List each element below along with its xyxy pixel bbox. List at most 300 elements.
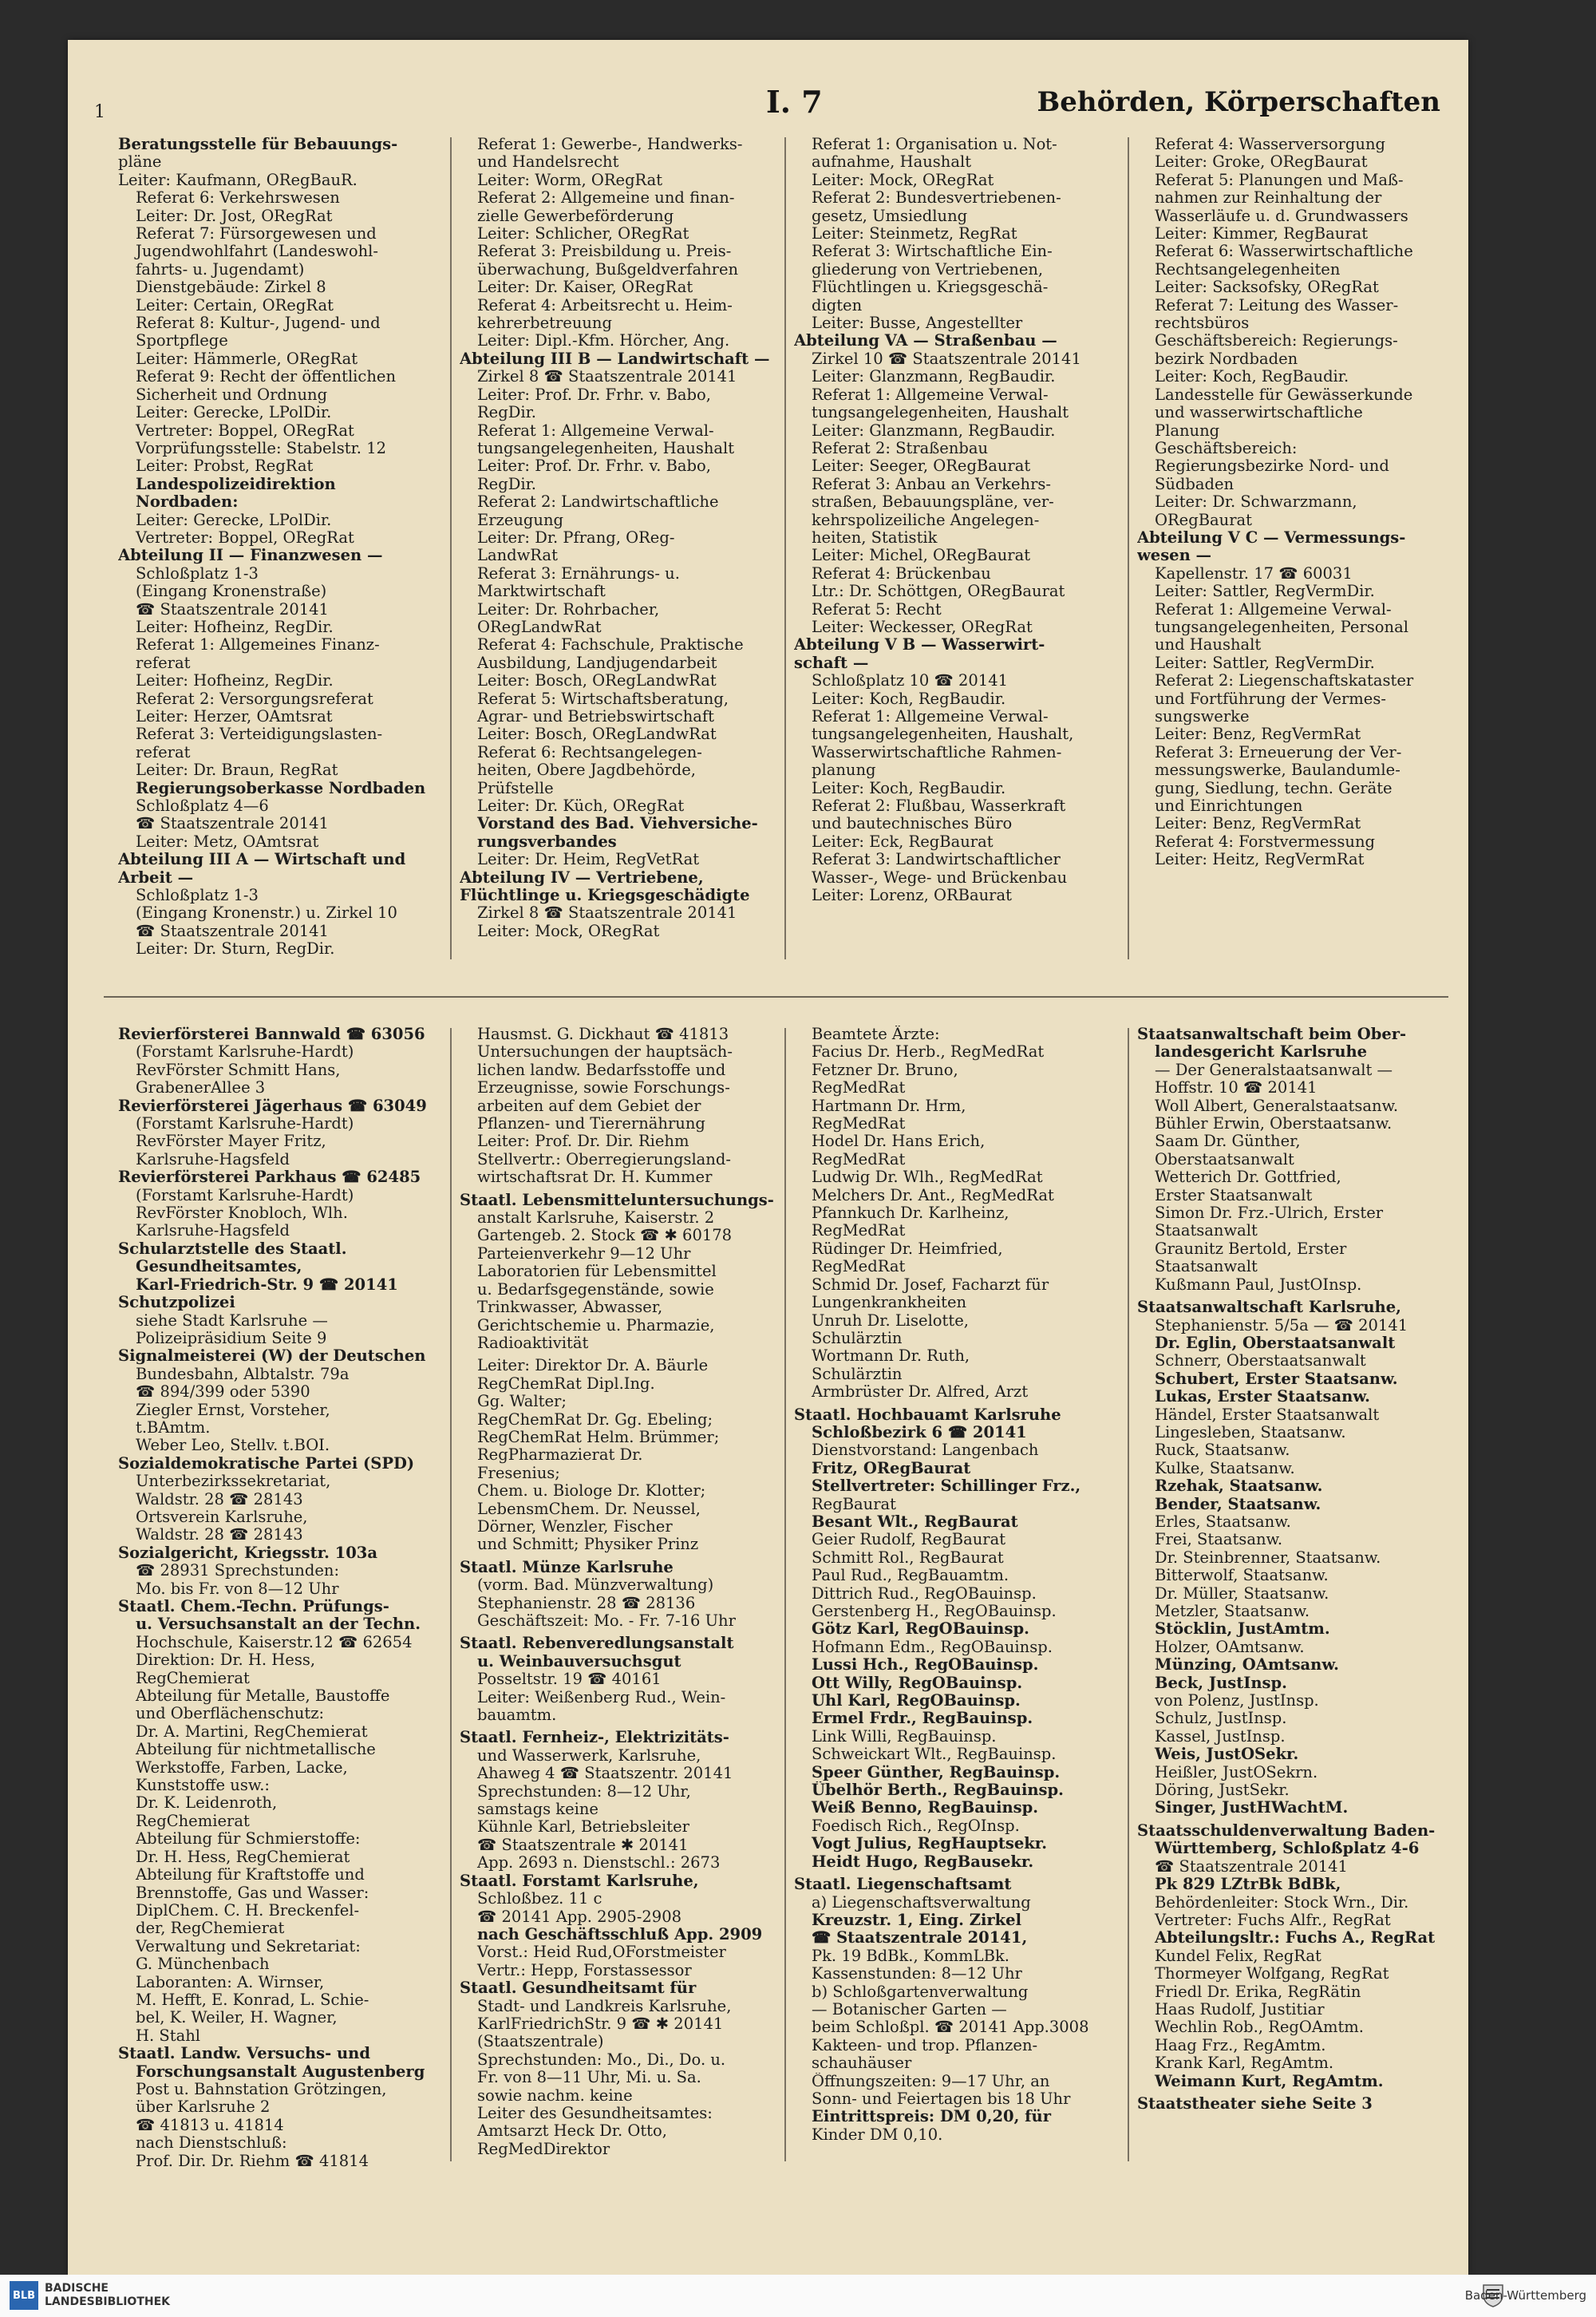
text-line: Leiter: Dr. Pfrang, OReg- (477, 528, 675, 547)
text-line: Stöcklin, JustAmtm. (1155, 1620, 1330, 1639)
text-line: Rüdinger Dr. Heimfried, (812, 1240, 1003, 1258)
text-line: Referat 6: Wasserwirtschaftliche (1155, 243, 1413, 261)
text-line: Götz Karl, RegOBauinsp. (812, 1620, 1029, 1639)
text-line: Kassel, JustInsp. (1155, 1727, 1286, 1746)
text-line: gesetz, Umsiedlung (812, 207, 968, 225)
text-line: Verwaltung und Sekretariat: (136, 1937, 361, 1955)
text-line: Schmitt Rol., RegBaurat (812, 1548, 1004, 1567)
text-line: Amtsarzt Heck Dr. Otto, (477, 2122, 667, 2141)
text-line: Staatsanwaltschaft beim Ober- (1137, 1026, 1407, 1043)
text-line: Schutzpolizei (118, 1294, 235, 1312)
header-mark: 1 (94, 102, 105, 122)
text-line: Staatl. Rebenveredlungsanstalt (460, 1635, 734, 1653)
text-line: Stellvertreter: Schillinger Frz., (812, 1477, 1081, 1496)
text-line: ☎ 28931 Sprechstunden: (136, 1562, 340, 1580)
text-line: Landesstelle für Gewässerkunde (1155, 386, 1413, 404)
column-divider (784, 137, 786, 959)
lower-column-1 (118, 1026, 433, 2171)
text-line: LandwRat (477, 547, 558, 565)
text-line: Speer Günther, RegBauinsp. (812, 1763, 1061, 1781)
text-line: RegDir. (477, 475, 536, 493)
text-line: Schulärztin (812, 1365, 903, 1383)
text-line: Sonn- und Feiertagen bis 18 Uhr (812, 2090, 1071, 2108)
library-logo[interactable]: BLB (10, 2281, 38, 2310)
text-line: zielle Gewerbeförderung (477, 207, 674, 225)
text-line: der, RegChemierat (136, 1920, 285, 1938)
text-line: Sprechstunden: Mo., Di., Do. u. (477, 2050, 726, 2069)
text-line: RevFörster Knobloch, Wlh. (136, 1204, 348, 1223)
text-line: Referat 2: Landwirtschaftliche (477, 493, 719, 512)
text-line: Kreuzstr. 1, Eing. Zirkel (812, 1911, 1021, 1929)
text-line: Südbaden (1155, 475, 1235, 493)
text-line: gung, Siedlung, techn. Geräte (1155, 779, 1393, 797)
text-line: Leiter: Weckesser, ORegRat (812, 618, 1033, 636)
text-line: RegBaurat (812, 1495, 897, 1513)
text-line: Laboratorien für Lebensmittel (477, 1263, 717, 1281)
text-line: Singer, JustHWachtM. (1155, 1799, 1349, 1817)
text-line: Staatsanwalt (1155, 1222, 1258, 1240)
text-line: App. 2693 n. Dienstschl.: 2673 (477, 1854, 721, 1872)
text-line: ☎ Staatszentrale 20141 (136, 815, 329, 833)
text-line: Referat 1: Gewerbe-, Handwerks- (477, 136, 743, 153)
text-line: Bender, Staatsanw. (1155, 1495, 1321, 1513)
text-line: Waldstr. 28 ☎ 28143 (136, 1526, 303, 1544)
text-line: Referat 1: Allgemeine Verwal- (812, 386, 1049, 404)
text-line: Leiter: Hofheinz, RegDir. (136, 618, 334, 636)
text-line: Weimann Kurt, RegAmtm. (1155, 2072, 1384, 2090)
text-line: u. Bedarfsgegenstände, sowie (477, 1280, 714, 1299)
text-line: tungsangelegenheiten, Personal (1155, 618, 1408, 636)
text-line: Parteienverkehr 9—12 Uhr (477, 1244, 691, 1263)
text-line: Lingesleben, Staatsanw. (1155, 1423, 1346, 1441)
text-line: Chem. u. Biologe Dr. Klotter; (477, 1482, 706, 1501)
text-line: Vertr.: Hepp, Forstassessor (477, 1961, 692, 1979)
text-line: Hartmann Dr. Hrm, (812, 1097, 966, 1115)
text-line: RegMedDirektor (477, 2140, 610, 2158)
text-line: Staatsschuldenverwaltung Baden- (1137, 1821, 1436, 1840)
text-line: Leiter: Mock, ORegRat (477, 922, 660, 940)
text-line: Schularztstelle des Staatl. (118, 1240, 347, 1258)
text-line: Abteilung III A — Wirtschaft und (118, 851, 406, 869)
text-line: Vorstand des Bad. Viehversiche- (477, 815, 758, 833)
text-line: Fr. von 8—11 Uhr, Mi. u. Sa. (477, 2069, 701, 2087)
state-label: Baden-Württemberg (1464, 2288, 1586, 2303)
text-line: Uhl Karl, RegOBauinsp. (812, 1692, 1021, 1710)
text-line: Frei, Staatsanw. (1155, 1531, 1283, 1549)
page-number: I. 7 (766, 84, 823, 120)
text-line: Ermel Frdr., RegBauinsp. (812, 1710, 1033, 1728)
text-line: Nordbaden: (136, 493, 239, 512)
text-line: Paul Rud., RegBauamtm. (812, 1567, 1009, 1585)
text-line: Leiter: Lorenz, ORBaurat (812, 887, 1012, 905)
text-line: pläne (118, 153, 162, 172)
text-line: RegMedRat (812, 1222, 906, 1240)
text-line: Erster Staatsanwalt (1155, 1186, 1313, 1204)
text-line: überwachung, Bußgeldverfahren (477, 260, 739, 279)
text-line: Abteilung IV — Vertriebene, (460, 868, 704, 887)
text-line: Sprechstunden: 8—12 Uhr, (477, 1782, 691, 1801)
text-line: sungswerke (1155, 708, 1250, 726)
text-line: ☎ 20141 App. 2905-2908 (477, 1908, 682, 1926)
text-line: Weiß Benno, RegBauinsp. (812, 1799, 1039, 1817)
column-divider (1128, 1028, 1129, 2161)
text-line: und bautechnisches Büro (812, 815, 1013, 833)
text-line: — Botanischer Garten — (812, 2000, 1007, 2018)
text-line: Haag Frz., RegAmtm. (1155, 2036, 1326, 2054)
text-line: M. Hefft, E. Konrad, L. Schie- (136, 1991, 369, 2009)
text-line: Weber Leo, Stellv. t.BOI. (136, 1437, 330, 1455)
text-line: und wasserwirtschaftliche (1155, 404, 1363, 422)
text-line: Referat 3: Verteidigungslasten- (136, 726, 383, 744)
text-line: Übelhör Berth., RegBauinsp. (812, 1781, 1064, 1800)
text-line: Referat 8: Kultur-, Jugend- und (136, 314, 381, 333)
text-line: Polizeipräsidium Seite 9 (136, 1329, 327, 1347)
text-line: Leiter: Dr. Jost, ORegRat (136, 207, 333, 225)
text-line: Staatstheater siehe Seite 3 (1137, 2094, 1373, 2113)
text-line: Arbeit — (118, 868, 194, 887)
text-line: referat (136, 654, 191, 672)
text-line: Referat 3: Preisbildung u. Preis- (477, 243, 732, 261)
text-line: RegMedRat (812, 1150, 906, 1168)
text-line: Referat 1: Allgemeine Verwal- (477, 421, 714, 440)
text-line: Lungenkrankheiten (812, 1294, 967, 1312)
text-line: aufnahme, Haushalt (812, 153, 972, 172)
text-line: und Einrichtungen (1155, 797, 1303, 816)
text-line: Leiter: Dr. Schwarzmann, (1155, 493, 1357, 512)
text-line: Gerichtschemie u. Pharmazie, (477, 1316, 715, 1334)
text-line: Referat 5: Planungen und Maß- (1155, 171, 1404, 189)
text-line: Hofmann Edm., RegOBauinsp. (812, 1638, 1053, 1656)
text-line: schauhäuser (812, 2054, 912, 2073)
text-line: Fetzner Dr. Bruno, (812, 1061, 958, 1079)
text-line: Bundesbahn, Albtalstr. 79a (136, 1365, 350, 1383)
text-line: Sozialgericht, Kriegsstr. 103a (118, 1544, 378, 1562)
text-line: Staatl. Forstamt Karlsruhe, (460, 1872, 699, 1890)
text-line: Melchers Dr. Ant., RegMedRat (812, 1186, 1054, 1204)
text-line: Fresenius; (477, 1464, 560, 1482)
text-line: Schmid Dr. Josef, Facharzt für (812, 1275, 1049, 1294)
column-divider (1128, 137, 1129, 959)
text-line: Geschäftszeit: Mo. - Fr. 7-16 Uhr (477, 1612, 736, 1630)
text-line: Leiter: Groke, ORegBaurat (1155, 153, 1368, 172)
text-line: Kapellenstr. 17 ☎ 60031 (1155, 564, 1353, 583)
text-line: Referat 7: Leitung des Wasser- (1155, 296, 1399, 314)
text-line: Leiter: Koch, RegBaudir. (1155, 368, 1349, 386)
text-line: Abteilung für Kraftstoffe und (136, 1866, 365, 1884)
text-line: samstags keine (477, 1801, 598, 1819)
text-line: Erzeugnisse, sowie Forschungs- (477, 1079, 730, 1097)
text-line: Leiter: Benz, RegVermRat (1155, 726, 1361, 744)
text-line: Schloßbez. 11 c (477, 1890, 602, 1908)
text-line: und Fortführung der Vermes- (1155, 690, 1386, 708)
text-line: Referat 4: Fachschule, Praktische (477, 636, 744, 654)
text-line: Revierförsterei Jägerhaus ☎ 63049 (118, 1097, 427, 1115)
text-line: Schweickart Wlt., RegBauinsp. (812, 1746, 1057, 1764)
text-line: Wasserläufe u. d. Grundwassers (1155, 207, 1408, 225)
text-line: über Karlsruhe 2 (136, 2098, 271, 2117)
text-line: tungsangelegenheiten, Haushalt, (812, 726, 1074, 744)
text-line: Fritz, ORegBaurat (812, 1459, 971, 1477)
text-line: digten (812, 296, 863, 314)
text-line: Bitterwolf, Staatsanw. (1155, 1567, 1329, 1585)
text-line: Leiter: Kimmer, RegBaurat (1155, 225, 1369, 243)
text-line: RegChemRat Helm. Brümmer; (477, 1428, 720, 1446)
text-line: nahmen zur Reinhaltung der (1155, 189, 1382, 208)
text-line: Wasser-, Wege- und Brückenbau (812, 868, 1068, 887)
text-line: Erles, Staatsanw. (1155, 1512, 1291, 1531)
text-line: Referat 7: Fürsorgewesen und (136, 225, 377, 243)
text-line: Leiter: Prof. Dr. Frhr. v. Babo, (477, 386, 711, 404)
text-line: Karlsruhe-Hagsfeld (136, 1150, 290, 1168)
text-line: DiplChem. C. H. Breckenfel- (136, 1901, 360, 1920)
text-line: Waldstr. 28 ☎ 28143 (136, 1490, 303, 1508)
text-line: Friedl Dr. Erika, RegRätin (1155, 1983, 1361, 2001)
text-line: Referat 2: Bundesvertriebenen- (812, 189, 1061, 208)
text-line: LebensmChem. Dr. Neussel, (477, 1500, 701, 1518)
text-line: Vorst.: Heid Rud,OForstmeister (477, 1943, 726, 1962)
text-line: Sportpflege (136, 332, 228, 350)
text-line: kehrspolizeiliche Angelegen- (812, 511, 1040, 529)
text-line: Referat 6: Verkehrswesen (136, 189, 340, 208)
section-divider (104, 996, 1448, 998)
text-line: Leiter: Glanzmann, RegBaudir. (812, 421, 1056, 440)
text-line: ☎ Staatszentrale 20141 (1155, 1857, 1348, 1876)
text-line: ☎ Staatszentrale ✱ 20141 (477, 1836, 689, 1854)
text-line: wesen — (1137, 547, 1212, 565)
text-line: heiten, Statistik (812, 528, 938, 547)
text-line: Mo. bis Fr. von 8—12 Uhr (136, 1580, 339, 1598)
text-line: Lussi Hch., RegOBauinsp. (812, 1656, 1039, 1674)
text-line: Besant Wlt., RegBaurat (812, 1512, 1018, 1531)
text-line: Leiter: Koch, RegBaudir. (812, 690, 1006, 708)
text-line: Leiter: Dipl.-Kfm. Hörcher, Ang. (477, 332, 730, 350)
text-line: Abteilung für nichtmetallische (136, 1741, 376, 1759)
text-line: Werkstoffe, Farben, Lacke, (136, 1758, 348, 1777)
text-line: und Wasserwerk, Karlsruhe, (477, 1746, 701, 1765)
text-line: Döring, JustSekr. (1155, 1781, 1290, 1800)
text-line: Woll Albert, Generalstaatsanw. (1155, 1097, 1399, 1115)
text-line: Staatsanwaltschaft Karlsruhe, (1137, 1299, 1401, 1317)
text-line: Abteilungsltr.: Fuchs A., RegRat (1155, 1929, 1436, 1947)
text-line: Wechlin Rob., RegOAmtm. (1155, 2018, 1364, 2037)
text-line: (Staatszentrale) (477, 2033, 604, 2051)
text-line: Vogt Julius, RegHauptsekr. (812, 1835, 1048, 1853)
text-line: Referat 2: Versorgungsreferat (136, 690, 373, 708)
text-line: (Forstamt Karlsruhe-Hardt) (136, 1043, 354, 1062)
text-line: Dienstvorstand: Langenbach (812, 1441, 1039, 1460)
text-line: Ludwig Dr. Wlh., RegMedRat (812, 1168, 1043, 1187)
text-line: Leiter des Gesundheitsamtes: (477, 2104, 713, 2122)
text-line: nach Dienstschluß: (136, 2134, 287, 2153)
text-line: Wetterich Dr. Gottfried, (1155, 1168, 1341, 1187)
text-line: Pflanzen- und Tierernährung (477, 1115, 705, 1133)
text-line: fahrts- u. Jugendamt) (136, 260, 305, 279)
text-line: Dörner, Wenzler, Fischer (477, 1517, 673, 1536)
text-line: Stellvertr.: Oberregierungsland- (477, 1150, 731, 1168)
text-line: Ahaweg 4 ☎ Staatszentr. 20141 (477, 1765, 733, 1783)
text-line: Kunststoffe usw.: (136, 1777, 270, 1795)
text-line: Flüchtlingen u. Kriegsgeschä- (812, 279, 1049, 297)
text-line: Prof. Dir. Dr. Riehm ☎ 41814 (136, 2152, 369, 2170)
text-line: Referat 3: Anbau an Verkehrs- (812, 475, 1052, 493)
text-line: Geier Rudolf, RegBaurat (812, 1531, 1006, 1549)
text-line: Oberstaatsanwalt (1155, 1150, 1294, 1168)
text-line: Staatl. Landw. Versuchs- und (118, 2045, 370, 2063)
text-line: Pfannkuch Dr. Karlheinz, (812, 1204, 1009, 1223)
text-line: Hausmst. G. Dickhaut ☎ 41813 (477, 1026, 729, 1043)
text-line: Pk. 19 BdBk., KommLBk. (812, 1947, 1009, 1965)
text-line: Leiter: Dr. Braun, RegRat (136, 761, 338, 780)
text-line: Heidt Hugo, RegBausekr. (812, 1852, 1034, 1871)
text-line: Schulz, JustInsp. (1155, 1710, 1287, 1728)
text-line: Agrar- und Betriebswirtschaft (477, 708, 714, 726)
text-line: b) Schloßgartenverwaltung (812, 1983, 1029, 2001)
text-line: Brennstoffe, Gas und Wasser: (136, 1884, 369, 1902)
text-line: ☎ Staatszentrale 20141, (812, 1929, 1028, 1947)
column-divider (450, 137, 452, 959)
text-line: H. Stahl (136, 2026, 201, 2045)
text-line: Leiter: Dr. Kaiser, ORegRat (477, 279, 693, 297)
text-line: Leiter: Prof. Dr. Dir. Riehm (477, 1133, 689, 1151)
text-line: und Oberflächenschutz: (136, 1705, 325, 1723)
text-line: Referat 5: Wirtschaftsberatung, (477, 690, 729, 708)
text-line: rungsverbandes (477, 832, 617, 851)
text-line: Schubert, Erster Staatsanw. (1155, 1370, 1398, 1388)
text-line: Leiter: Dr. Küch, ORegRat (477, 797, 685, 816)
text-line: bezirk Nordbaden (1155, 350, 1298, 368)
text-line: Leiter: Gerecke, LPolDir. (136, 511, 332, 529)
text-line: Karl-Friedrich-Str. 9 ☎ 20141 (136, 1275, 398, 1294)
text-line: von Polenz, JustInsp. (1155, 1692, 1319, 1710)
text-line: Referat 5: Recht (812, 600, 942, 619)
text-line: Leiter: Schlicher, ORegRat (477, 225, 689, 243)
column-divider (784, 1028, 786, 2161)
text-line: (Eingang Kronenstr.) u. Zirkel 10 (136, 904, 397, 923)
text-line: Dienstgebäude: Zirkel 8 (136, 279, 326, 297)
text-line: RegMedRat (812, 1115, 906, 1133)
text-line: Referat 2: Allgemeine und finan- (477, 189, 735, 208)
text-line: Planung (1155, 421, 1220, 440)
text-line: Leiter: Mock, ORegRat (812, 171, 994, 189)
text-line: Leiter: Sattler, RegVermDir. (1155, 654, 1375, 672)
text-line: Referat 4: Brückenbau (812, 564, 991, 583)
text-line: anstalt Karlsruhe, Kaiserstr. 2 (477, 1209, 715, 1228)
text-line: ☎ 41813 u. 41814 (136, 2116, 284, 2134)
text-line: Abteilung III B — Landwirtschaft — (460, 350, 770, 368)
text-line: Gg. Walter; (477, 1393, 567, 1411)
text-line: Referat 6: Rechtsangelegen- (477, 743, 702, 761)
text-line: Unterbezirkssekretariat, (136, 1473, 331, 1491)
text-line: Staatl. Chem.-Techn. Prüfungs- (118, 1598, 389, 1615)
text-line: Leiter: Sattler, RegVermDir. (1155, 583, 1375, 601)
text-line: Leiter: Gerecke, LPolDir. (136, 404, 332, 422)
text-line: Referat 2: Straßenbau (812, 439, 989, 457)
text-line: Behördenleiter: Stock Wrn., Dir. (1155, 1893, 1409, 1912)
text-line: Württemberg, Schloßplatz 4-6 (1155, 1840, 1420, 1858)
text-line: t.BAmtm. (136, 1418, 211, 1437)
text-line: kehrerbetreuung (477, 314, 612, 333)
text-line: Schloßplatz 1-3 (136, 887, 259, 905)
text-line: RegDir. (477, 404, 536, 422)
text-line: Dr. Steinbrenner, Staatsanw. (1155, 1548, 1381, 1567)
text-line: lichen landw. Bedarfsstoffe und (477, 1061, 726, 1079)
text-line: Münzing, OAmtsanw. (1155, 1656, 1339, 1674)
text-line: Leiter: Metz, OAmtsrat (136, 832, 319, 851)
text-line: RegPharmazierat Dr. (477, 1446, 643, 1465)
text-line: Foedisch Rich., RegOInsp. (812, 1817, 1020, 1835)
text-line: Leiter: Bosch, ORegLandwRat (477, 726, 717, 744)
text-line: Forschungsanstalt Augustenberg (136, 2062, 425, 2081)
text-line: RevFörster Schmitt Hans, (136, 1061, 341, 1079)
text-line: Referat 3: Erneuerung der Ver- (1155, 743, 1402, 761)
text-line: Leiter: Direktor Dr. A. Bäurle (477, 1357, 709, 1375)
text-line: Rechtsangelegenheiten (1155, 260, 1341, 279)
text-line: Hoffstr. 10 ☎ 20141 (1155, 1079, 1317, 1097)
text-line: Staatsanwalt (1155, 1258, 1258, 1276)
text-line: Abteilung für Schmierstoffe: (136, 1830, 361, 1848)
text-line: Referat 4: Arbeitsrecht u. Heim- (477, 296, 733, 314)
text-line: Untersuchungen der hauptsäch- (477, 1043, 733, 1062)
text-line: Leiter: Busse, Angestellter (812, 314, 1023, 333)
text-line: planung (812, 761, 876, 780)
text-line: (Forstamt Karlsruhe-Hardt) (136, 1115, 354, 1133)
text-line: Leiter: Seeger, ORegBaurat (812, 457, 1031, 476)
text-line: Leiter: Bosch, ORegLandwRat (477, 672, 717, 690)
text-line: bel, K. Weiler, H. Wagner, (136, 2009, 338, 2027)
text-line: Revierförsterei Parkhaus ☎ 62485 (118, 1168, 421, 1187)
text-line: Metzler, Staatsanw. (1155, 1603, 1310, 1620)
text-line: a) Liegenschaftsverwaltung (812, 1893, 1031, 1912)
text-line: Flüchtlinge u. Kriegsgeschädigte (460, 887, 750, 905)
text-line: Armbrüster Dr. Alfred, Arzt (812, 1383, 1029, 1402)
text-line: Leiter: Glanzmann, RegBaudir. (812, 368, 1056, 386)
text-line: ORegBaurat (1155, 511, 1252, 529)
text-line: Laboranten: A. Wirnser, (136, 1973, 325, 1991)
text-line: Referat 3: Landwirtschaftlicher (812, 851, 1061, 869)
text-line: Haas Rudolf, Justitiar (1155, 2000, 1325, 2018)
text-line: rechtsbüros (1155, 314, 1250, 333)
text-line: und Handelsrecht (477, 153, 619, 172)
upper-column-2 (460, 136, 775, 962)
text-line: Regierungsbezirke Nord- und (1155, 457, 1389, 476)
text-line: wirtschaftsrat Dr. H. Kummer (477, 1168, 713, 1187)
text-line: Rzehak, Staatsanw. (1155, 1477, 1323, 1496)
text-line: Ott Willy, RegOBauinsp. (812, 1674, 1023, 1692)
text-line: Referat 3: Ernährungs- u. (477, 564, 680, 583)
text-line: Lukas, Erster Staatsanw. (1155, 1388, 1370, 1406)
text-line: Marktwirtschaft (477, 583, 606, 601)
text-line: Staatl. Gesundheitsamt für (460, 1979, 697, 1998)
lower-column-2 (460, 1026, 775, 2171)
text-line: Dittrich Rud., RegOBauinsp. (812, 1584, 1037, 1603)
text-line: (Eingang Kronenstraße) (136, 583, 327, 601)
text-line: Leiter: Hofheinz, RegDir. (136, 672, 334, 690)
text-line: Leiter: Eck, RegBaurat (812, 832, 994, 851)
text-line: und Haushalt (1155, 636, 1262, 654)
text-line: Ortsverein Karlsruhe, (136, 1508, 308, 1526)
text-line: Abteilung für Metalle, Baustoffe (136, 1687, 390, 1706)
text-line: Kinder DM 0,10. (812, 2125, 943, 2144)
text-line: ☎ Staatszentrale 20141 (136, 600, 329, 619)
text-line: und Schmitt; Physiker Prinz (477, 1536, 699, 1554)
text-line: schaft — (794, 654, 869, 672)
text-line: Vorprüfungsstelle: Stabelstr. 12 (136, 439, 387, 457)
text-line: Zirkel 8 ☎ Staatszentrale 20141 (477, 368, 737, 386)
text-line: Hochschule, Kaiserstr.12 ☎ 62654 (136, 1633, 413, 1651)
lower-column-3 (794, 1026, 1109, 2171)
text-line: Hodel Dr. Hans Erich, (812, 1133, 986, 1151)
text-line: Gartengeb. 2. Stock ☎ ✱ 60178 (477, 1227, 733, 1245)
